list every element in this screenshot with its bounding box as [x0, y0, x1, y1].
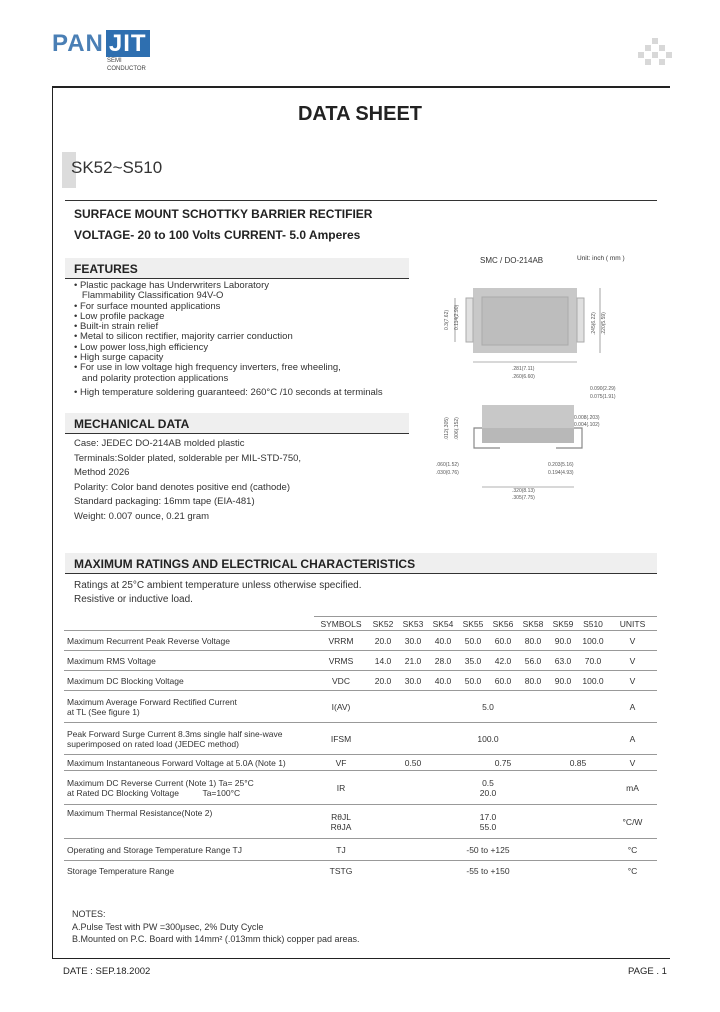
dim-label: .320(8.13) [512, 488, 535, 494]
notes-title: NOTES: [72, 909, 106, 919]
note-item: A.Pulse Test with PW =300μsec, 2% Duty Cycle [72, 921, 264, 932]
lead-right [577, 298, 584, 342]
footer-page: PAGE . 1 [628, 966, 667, 977]
dim-label: .260(6.60) [512, 374, 535, 380]
dim-label: .012(.305) [444, 417, 450, 440]
table-row: Maximum DC Blocking Voltage VDC 20.0 30.0 40.0 50.0 60.0 80.0 90.0 100.0 V [64, 671, 657, 691]
list-item: Terminals:Solder plated, solderable per MIL-STD-750, [74, 452, 302, 464]
frame-left-rule [52, 88, 53, 958]
dim-label: .245(6.22) [591, 312, 597, 335]
column-header: SK59 [548, 617, 578, 631]
package-side-base [482, 428, 574, 443]
table-row: Maximum RMS Voltage VRMS 14.0 21.0 28.0 35.0 42.0 56.0 63.0 70.0 V [64, 651, 657, 671]
table-header-row [64, 617, 657, 631]
ratings-note: Resistive or inductive load. [74, 594, 193, 605]
ratings-table [64, 616, 657, 881]
features-header: FEATURES [65, 258, 409, 279]
list-item: Standard packaging: 16mm tape (EIA-481) [74, 496, 255, 508]
column-header: SK54 [428, 617, 458, 631]
column-header: SK55 [458, 617, 488, 631]
list-item: • For surface mounted applications [74, 300, 221, 312]
list-item: Flammability Classification 94V-O [74, 290, 224, 302]
column-header: SYMBOLS [314, 617, 368, 631]
frame-bottom-rule [52, 958, 670, 959]
logo-subtitle: SEMI CONDUCTOR [107, 58, 146, 72]
dim-label: .006(.152) [454, 417, 460, 440]
checker-decoration-icon [638, 38, 672, 68]
list-item: • High surge capacity [74, 352, 164, 364]
ratings-note: Ratings at 25°C ambient temperature unless otherwise specified. [74, 580, 362, 591]
product-heading: SURFACE MOUNT SCHOTTKY BARRIER RECTIFIER [74, 207, 373, 221]
column-header: SK52 [368, 617, 398, 631]
dim-label: 0.114(2.90) [454, 304, 460, 330]
package-unit: Unit: inch ( mm ) [577, 255, 625, 262]
list-item: • Low power loss,high efficiency [74, 341, 209, 353]
table-row: Maximum DC Reverse Current (Note 1) Ta= 25°C at Rated DC Blocking Voltage Ta=100°C IR 0.5 20.0 mA [64, 771, 657, 805]
list-item: • Low profile package [74, 310, 165, 322]
list-item: • Built-in strain relief [74, 321, 159, 333]
column-header: SK53 [398, 617, 428, 631]
note-item: B.Mounted on P.C. Board with 14mm² (.013mm thick) copper pad areas. [72, 934, 360, 944]
list-item: Polarity: Color band denotes positive end (cathode) [74, 481, 290, 493]
max-ratings-header: MAXIMUM RATINGS AND ELECTRICAL CHARACTERISTICS [65, 553, 657, 574]
lead-left [466, 298, 473, 342]
table-row: Operating and Storage Temperature Range TJ TJ -50 to +125 °C [64, 839, 657, 861]
rating-heading: VOLTAGE- 20 to 100 Volts CURRENT- 5.0 Amperes [74, 228, 361, 242]
table-row: Maximum Thermal Resistance(Note 2) RθJL RθJA 17.0 55.0 °C/W [64, 805, 657, 839]
package-name: SMC / DO-214AB [480, 256, 544, 265]
footer-date: DATE : SEP.18.2002 [63, 966, 151, 977]
table-row: Maximum Average Forward Rectified Current at TL (See figure 1) I(AV) 5.0 A [64, 691, 657, 723]
dim-label: .060(1.52) [436, 462, 459, 468]
list-item: Case: JEDEC DO-214AB molded plastic [74, 438, 245, 449]
list-item: Weight: 0.007 ounce, 0.21 gram [74, 510, 210, 522]
table-row: Peak Forward Surge Current 8.3ms single half sine-wave superimposed on rated load (JEDEC method) IFSM 100.0 A [64, 723, 657, 755]
mechanical-list [74, 437, 301, 525]
dim-label: .281(7.11) [512, 366, 535, 372]
package-outline-drawing [436, 250, 625, 501]
notes [72, 908, 359, 946]
column-header: S510 [578, 617, 608, 631]
frame-top-rule [52, 86, 670, 88]
dim-label: .220(5.59) [601, 312, 607, 335]
list-item: • Plastic package has Underwriters Laboratory [74, 280, 270, 291]
dim-label: .305(7.75) [512, 495, 535, 501]
table-row: Maximum Recurrent Peak Reverse Voltage VRRM 20.0 30.0 40.0 50.0 60.0 80.0 90.0 100.0 V [64, 631, 657, 651]
ratings-notes [74, 579, 361, 607]
dim-label: 0.3(7.62) [444, 309, 450, 330]
dim-label: 0.004(.102) [574, 422, 600, 428]
part-number: SK52~S510 [71, 158, 163, 177]
list-item: • High temperature soldering guaranteed: 260°C /10 seconds at terminals [74, 386, 383, 398]
list-item: • For use in low voltage high frequency inverters, free wheeling, [74, 362, 341, 374]
column-header: UNITS [608, 617, 657, 631]
dim-label: 0.008(.203) [574, 415, 600, 421]
column-header: SK56 [488, 617, 518, 631]
table-row: Maximum Instantaneous Forward Voltage at 5.0A (Note 1) VF 0.50 0.75 0.85 V [64, 755, 657, 771]
page-title: DATA SHEET [297, 103, 423, 125]
section-rule [65, 200, 657, 201]
column-header: SK58 [518, 617, 548, 631]
package-body [482, 297, 568, 345]
mechanical-header: MECHANICAL DATA [65, 413, 409, 434]
list-item: and polarity protection applications [74, 372, 229, 384]
dim-label: 0.075(1.91) [590, 394, 616, 400]
list-item: Method 2026 [74, 467, 130, 479]
list-item: • Metal to silicon rectifier, majority carrier conduction [74, 331, 293, 343]
dim-label: 0.203(5.16) [548, 462, 574, 468]
features-list [74, 281, 383, 398]
dim-label: 0.194(4.93) [548, 470, 574, 476]
company-logo: PAN JIT [52, 30, 150, 58]
dim-label: .030(0.76) [436, 470, 459, 476]
table-row: Storage Temperature Range TSTG -55 to +150 °C [64, 861, 657, 881]
dim-label: 0.090(2.29) [590, 386, 616, 392]
